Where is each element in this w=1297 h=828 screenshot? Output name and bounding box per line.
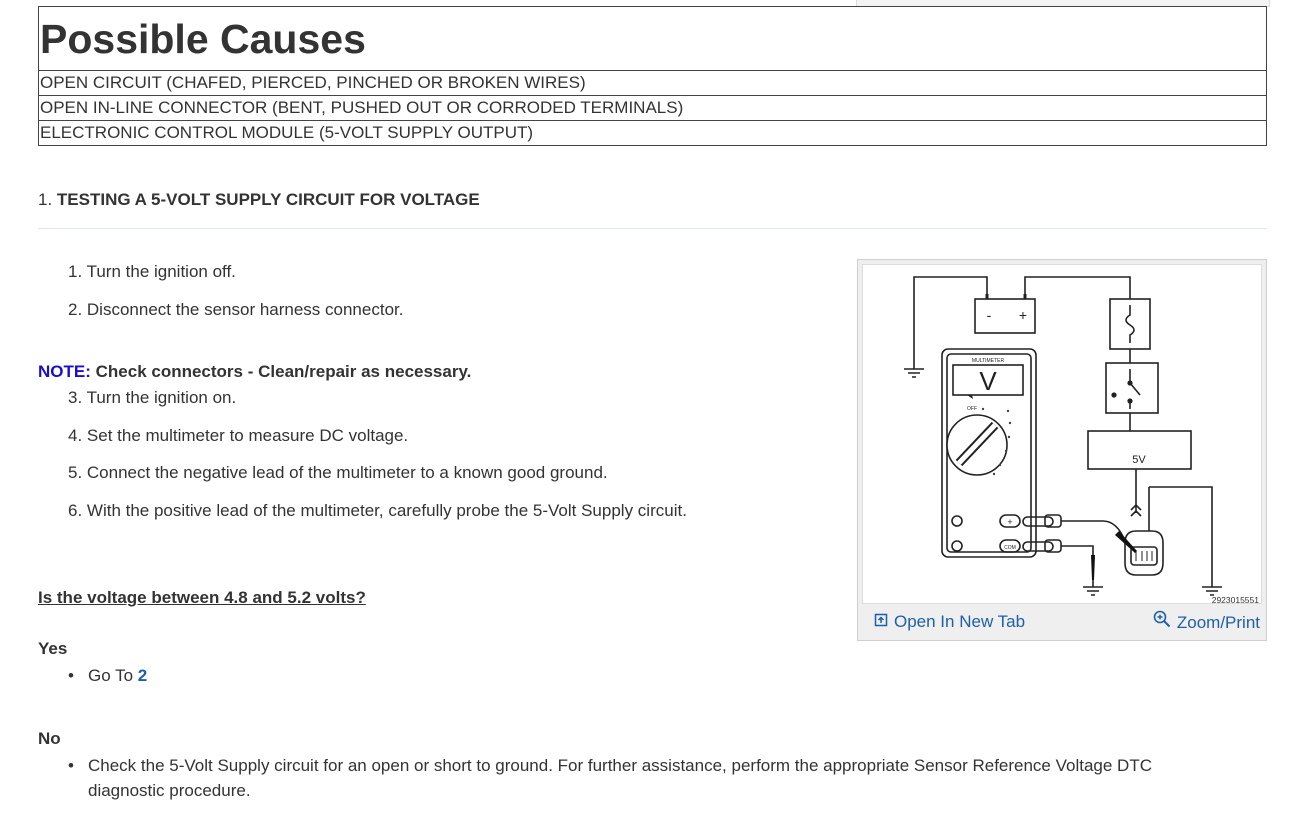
procedure-step: 3. Turn the ignition on. — [68, 388, 237, 407]
external-link-icon — [874, 610, 888, 634]
figure-id: 2923015551 — [1211, 595, 1259, 603]
battery-minus-label: - — [986, 307, 992, 323]
dial-off-label: OFF — [967, 406, 977, 412]
goto-step-link[interactable]: 2 — [137, 666, 148, 685]
multimeter-display: V — [979, 366, 997, 396]
note-label: NOTE: — [38, 362, 91, 381]
procedure-step: 1. Turn the ignition off. — [68, 262, 236, 281]
figure-panel — [857, 259, 1267, 641]
divider — [38, 228, 1267, 229]
possible-causes-table — [38, 6, 1267, 146]
note — [38, 360, 471, 384]
cause-row: ELECTRONIC CONTROL MODULE (5-VOLT SUPPLY OUTPUT) — [39, 121, 1267, 146]
yes-label: Yes — [38, 639, 68, 658]
zoom-print-label: Zoom/Print — [1176, 612, 1260, 632]
step-title: TESTING A 5-VOLT SUPPLY CIRCUIT FOR VOLTAGE — [56, 190, 480, 209]
jack-plus-label: + — [1007, 517, 1013, 527]
procedure-step: 5. Connect the negative lead of the multimeter to a known good ground. — [68, 463, 608, 482]
goto-text: Go To — [88, 666, 134, 685]
no-label: No — [38, 729, 61, 748]
open-in-new-tab-link[interactable] — [874, 610, 1025, 634]
jack-com-label: COM — [1004, 545, 1016, 551]
multimeter-label: MULTIMETER — [971, 358, 1005, 364]
open-in-new-tab-label: Open In New Tab — [894, 612, 1026, 631]
procedure-step: 4. Set the multimeter to measure DC voltage. — [68, 426, 409, 445]
battery-plus-label: + — [1018, 307, 1028, 323]
note-text: Check connectors - Clean/repair as necessary. — [95, 362, 472, 381]
no-action: • Check the 5-Volt Supply circuit for an open or short to ground. For further assistance, perform the appropriate Sensor Reference Voltage DTC diagnostic procedure. — [88, 753, 1218, 803]
procedure-step: 2. Disconnect the sensor harness connector. — [68, 300, 404, 319]
zoom-print-link[interactable] — [1153, 610, 1260, 635]
cause-row: OPEN IN-LINE CONNECTOR (BENT, PUSHED OUT OR CORRODED TERMINALS) — [39, 96, 1267, 121]
possible-causes-title: Possible Causes — [39, 7, 1267, 71]
module-5v-label: 5V — [1132, 454, 1146, 466]
circuit-diagram[interactable] — [862, 264, 1262, 604]
yes-action — [88, 663, 147, 688]
step-number: 1. — [38, 190, 53, 209]
cause-row: OPEN CIRCUIT (CHAFED, PIERCED, PINCHED OR BROKEN WIRES) — [39, 71, 1267, 96]
step-heading — [38, 188, 480, 212]
question: Is the voltage between 4.8 and 5.2 volts? — [38, 588, 366, 607]
zoom-icon — [1153, 610, 1171, 635]
procedure-step: 6. With the positive lead of the multimeter, carefully probe the 5-Volt Supply circuit. — [68, 501, 687, 520]
